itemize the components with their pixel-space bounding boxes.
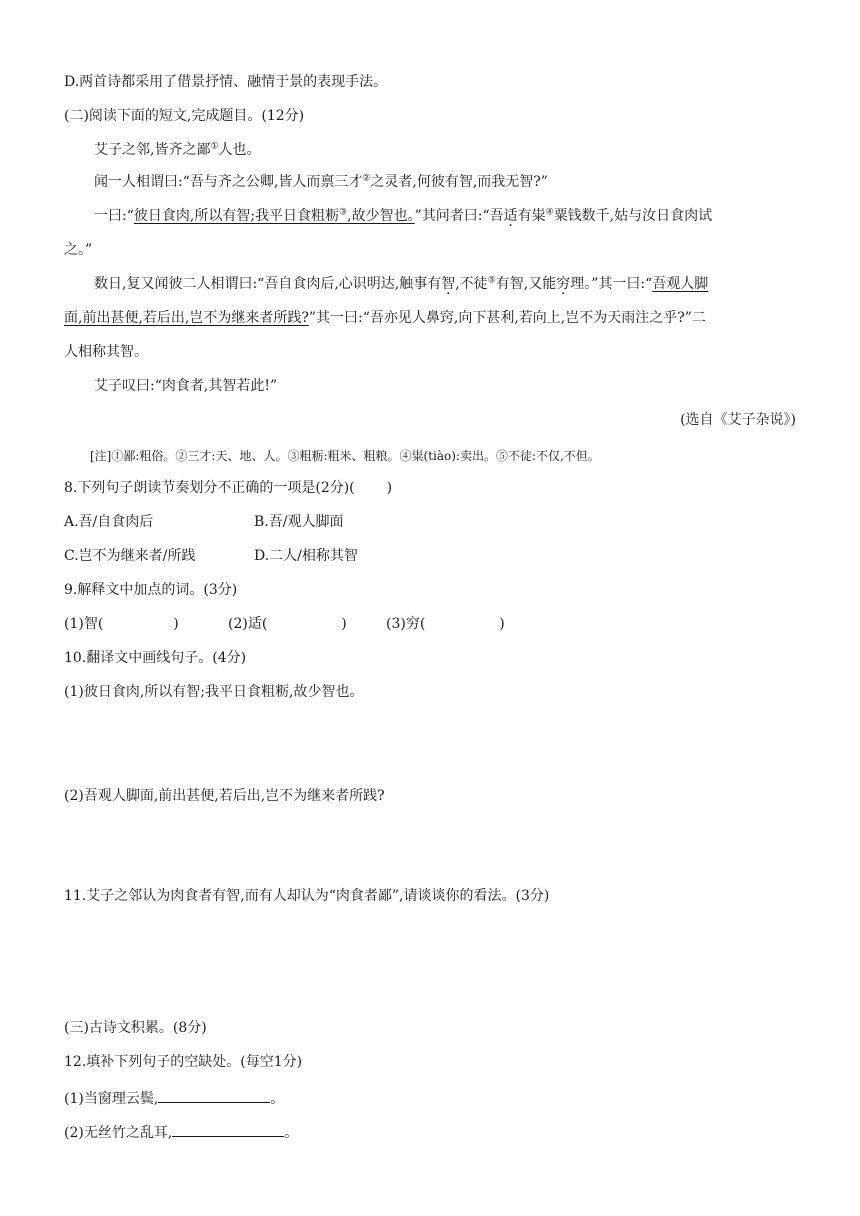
section-two-heading: (二)阅读下面的短文,完成题目。(12分) <box>64 108 305 124</box>
question-10: 10.翻译文中画线句子。(4分) <box>64 650 247 666</box>
dotted-word-zhi: 智 <box>441 276 456 292</box>
footnotes: [注]①鄙:粗俗。②三才:天、地、人。③粗粝:粗米、粗粮。④粜(tiào):卖出。⑤不徒:不仅,不但。 <box>90 449 600 463</box>
passage-paragraph-4-end: 人相称其智。 <box>64 344 148 360</box>
question-8-option-d: D.二人/相称其智 <box>254 548 358 564</box>
question-9-item-2: (2)适( ) <box>228 616 347 632</box>
question-11: 11.艾子之邻认为肉食者有智,而有人却认为“肉食者鄙”,请谈谈你的看法。(3分) <box>64 888 550 904</box>
question-9: 9.解释文中加点的词。(3分) <box>64 582 238 598</box>
passage-paragraph-3-cont: 之。” <box>64 242 93 258</box>
question-9-item-1: (1)智( ) <box>64 616 179 632</box>
underlined-sentence-2a: 吾观人脚 <box>652 276 709 292</box>
question-8-option-b: B.吾/观人脚面 <box>254 514 344 530</box>
underlined-sentence-1: 彼日食肉,所以有智;我平日食粗粝③,故少智也。 <box>133 207 415 224</box>
passage-paragraph-2: 闻一人相谓曰:“吾与齐之公卿,皆人而禀三才②之灵者,何彼有智,而我无智?” <box>94 173 548 190</box>
question-9-item-3: (3)穷( ) <box>386 616 505 632</box>
option-d-line: D.两首诗都采用了借景抒情、融情于景的表现手法。 <box>64 74 388 90</box>
dotted-word-qiong: 穷 <box>556 276 571 292</box>
question-12: 12.填补下列句子的空缺处。(每空1分) <box>64 1054 303 1070</box>
answer-blank-2[interactable] <box>172 1122 284 1137</box>
question-8-option-a: A.吾/自食肉后 <box>64 514 154 530</box>
passage-paragraph-5: 艾子叹曰:“肉食者,其智若此!” <box>94 378 278 394</box>
passage-paragraph-4-cont: 面,前出甚便,若后出,岂不为继来者所践?”其一曰:“吾亦见人鼻窍,向下甚利,若向上,岂不为天雨注之乎?”二 <box>64 310 706 326</box>
question-10-item-1: (1)彼日食肉,所以有智;我平日食粗粝,故少智也。 <box>64 684 364 700</box>
question-8-option-c: C.岂不为继来者/所践 <box>64 548 196 564</box>
question-10-item-2: (2)吾观人脚面,前出甚便,若后出,岂不为继来者所践? <box>64 788 385 804</box>
underlined-sentence-2b: 面,前出甚便,若后出,岂不为继来者所践? <box>64 310 309 326</box>
dotted-word-shi: 适 <box>503 208 518 224</box>
passage-paragraph-4: 数日,复又闻彼二人相谓曰:“吾自食肉后,心识明达,触事有智,不徒⑤有智,又能穷理。”其一曰:“吾观人脚 <box>94 275 709 292</box>
question-12-item-1: (1)当窗理云鬓, 。 <box>64 1088 284 1109</box>
passage-paragraph-1: 艾子之邻,皆齐之鄙①人也。 <box>94 141 261 158</box>
passage-paragraph-3: 一曰:“彼日食肉,所以有智;我平日食粗粝③,故少智也。”其问者曰:“吾适有粜④粟钱数千,姑与汝日食肉试 <box>94 207 713 224</box>
answer-blank-1[interactable] <box>158 1088 270 1103</box>
source-citation: (选自《艾子杂说》) <box>680 412 796 428</box>
section-three-heading: (三)古诗文积累。(8分) <box>64 1020 207 1036</box>
question-8: 8.下列句子朗读节奏划分不正确的一项是(2分)( ) <box>64 480 393 496</box>
question-12-item-2: (2)无丝竹之乱耳, 。 <box>64 1122 298 1143</box>
